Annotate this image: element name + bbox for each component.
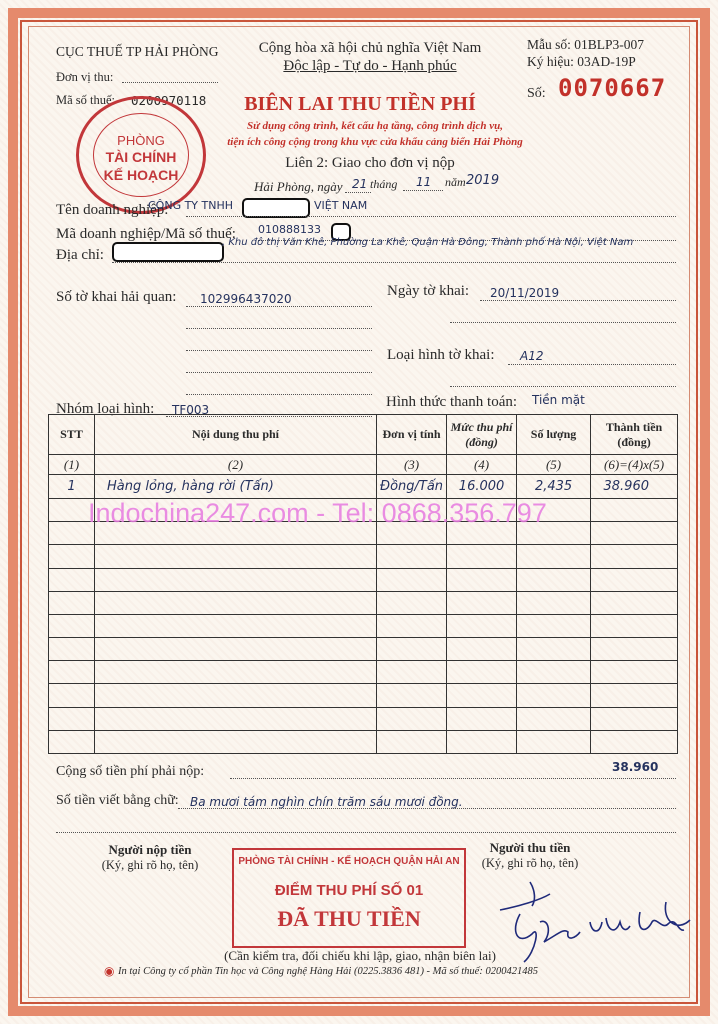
date-day: 21 bbox=[352, 177, 368, 191]
declaration-date-value: 20/11/2019 bbox=[490, 286, 560, 300]
date-year: 2019 bbox=[466, 173, 500, 188]
words-value: Ba mươi tám nghìn chín trăm sáu mươi đồng. bbox=[190, 795, 463, 809]
company-name-label: Tên doanh nghiệp: bbox=[56, 202, 169, 218]
decl-dots-1 bbox=[186, 306, 372, 307]
payer-sign-hint: (Ký, ghi rõ họ, tên) bbox=[101, 858, 199, 872]
title-sub-2: tiện ích công cộng trong khu vực cửa khẩu cảng biển Hải Phòng bbox=[227, 136, 523, 148]
date-place: Hải Phòng, ngày bbox=[254, 179, 343, 194]
row-quantity: 2,435 bbox=[517, 475, 591, 499]
tax-id-label: Mã doanh nghiệp/Mã số thuế: bbox=[56, 226, 236, 242]
group-type-value: TF003 bbox=[172, 403, 210, 417]
empty-row bbox=[49, 684, 678, 707]
address-dots bbox=[112, 262, 676, 263]
index-cell: (6)=(4)x(5) bbox=[591, 455, 678, 475]
table-index-row bbox=[49, 455, 678, 475]
words-label: Số tiền viết bằng chữ: bbox=[56, 793, 179, 808]
date-dots-2 bbox=[450, 322, 676, 323]
empty-row bbox=[49, 614, 678, 637]
form-symbol: Ký hiệu: 03AD-19P bbox=[527, 54, 636, 69]
date-month: 11 bbox=[416, 175, 432, 189]
watermark-text: Indochina247.com - Tel: 0868.356.797 bbox=[88, 498, 547, 528]
date-dots-1 bbox=[480, 300, 676, 301]
type-dots-2 bbox=[450, 386, 676, 387]
stamp-line-2: TÀI CHÍNH bbox=[105, 149, 177, 165]
index-cell: (3) bbox=[377, 455, 447, 475]
receipt-number: 0070667 bbox=[558, 74, 667, 102]
address-value: , Khu đô thị Văn Khê, Phường La Khê, Quận Hà Đông, Thành phố Hà Nội, Việt Nam bbox=[222, 237, 634, 248]
decl-dots-3 bbox=[186, 350, 372, 351]
group-type-label: Nhóm loại hình: bbox=[56, 401, 155, 417]
redaction-address bbox=[112, 242, 224, 262]
row-rate: 16.000 bbox=[447, 475, 517, 499]
footer-note: (Cần kiểm tra, đối chiếu khi lập, giao, nhận biên lai) bbox=[224, 948, 496, 963]
row-stt: 1 bbox=[49, 475, 95, 499]
header-stt: STT bbox=[49, 415, 95, 455]
printer-info: In tại Công ty cổ phần Tin học và Công nghệ Hàng Hải (0225.3836 481) - Mã số thuế: 0200421485 bbox=[118, 966, 538, 977]
tax-id-value: 010888133 bbox=[258, 223, 321, 236]
header-amount: Thành tiền (đồng) bbox=[591, 415, 678, 455]
receipt-title: BIÊN LAI THU TIỀN PHÍ bbox=[244, 93, 476, 115]
payment-method-value: Tiền mặt bbox=[532, 393, 585, 407]
declaration-type-value: A12 bbox=[520, 349, 544, 363]
index-cell: (2) bbox=[95, 455, 377, 475]
empty-row bbox=[49, 568, 678, 591]
header-quantity: Số lượng bbox=[517, 415, 591, 455]
redaction-company bbox=[242, 198, 310, 218]
tax-code-label: Mã số thuế: bbox=[56, 93, 116, 107]
empty-row bbox=[49, 545, 678, 568]
stamp-line-3: KẾ HOẠCH bbox=[103, 167, 179, 183]
paid-stamp-line-1: PHÒNG TÀI CHÍNH - KẾ HOẠCH QUẬN HẢI AN bbox=[238, 856, 460, 867]
name-dots bbox=[186, 216, 676, 217]
year-label: năm bbox=[445, 175, 466, 189]
payer-sign-title: Người nộp tiền bbox=[108, 842, 192, 857]
words-dots-2 bbox=[56, 832, 676, 833]
table-row bbox=[49, 475, 678, 499]
index-cell: (4) bbox=[447, 455, 517, 475]
declaration-type-label: Loại hình tờ khai: bbox=[387, 347, 495, 363]
paid-stamp-line-3: ĐÃ THU TIỀN bbox=[277, 906, 421, 931]
agency-name: CỤC THUẾ TP HẢI PHÒNG bbox=[56, 44, 219, 59]
address-label: Địa chỉ: bbox=[56, 247, 104, 263]
decl-dots-5 bbox=[186, 394, 372, 395]
unit-dots bbox=[122, 82, 218, 83]
row-content: Hàng lỏng, hàng rời (Tấn) bbox=[95, 475, 377, 499]
payment-method-label: Hình thức thanh toán: bbox=[386, 394, 518, 410]
company-name-prefix: CÔNG TY TNHH bbox=[148, 199, 234, 212]
day-dots bbox=[345, 192, 371, 193]
empty-row bbox=[49, 638, 678, 661]
empty-row bbox=[49, 707, 678, 730]
empty-row bbox=[49, 661, 678, 684]
fee-table bbox=[48, 414, 678, 754]
declaration-value: 102996437020 bbox=[200, 292, 292, 306]
total-dots bbox=[230, 778, 676, 779]
printer-logo-icon: ◉ bbox=[104, 964, 115, 978]
declaration-label: Số tờ khai hải quan: bbox=[56, 289, 177, 305]
tax-code-value: 0200970118 bbox=[131, 93, 207, 108]
month-dots bbox=[403, 190, 443, 191]
total-label: Cộng số tiền phí phải nộp: bbox=[56, 764, 205, 779]
stamp-line-1: PHÒNG bbox=[117, 133, 165, 148]
empty-row bbox=[49, 591, 678, 614]
country-name: Cộng hòa xã hội chủ nghĩa Việt Nam bbox=[258, 40, 482, 56]
unit-label: Đơn vị thu: bbox=[56, 70, 114, 84]
row-unit: Đồng/Tấn bbox=[377, 475, 447, 499]
header-rate: Mức thu phí (đồng) bbox=[447, 415, 517, 455]
company-name-suffix: VIỆT NAM bbox=[314, 199, 368, 212]
type-dots-1 bbox=[508, 364, 676, 365]
paid-stamp-line-2: ĐIỂM THU PHÍ SỐ 01 bbox=[274, 882, 424, 899]
words-dots-1 bbox=[178, 808, 676, 809]
index-cell: (1) bbox=[49, 455, 95, 475]
collector-sign-title: Người thu tiền bbox=[489, 840, 571, 855]
header-unit: Đơn vị tính bbox=[377, 415, 447, 455]
row-amount: 38.960 bbox=[591, 475, 678, 499]
title-sub-1: Sử dụng công trình, kết cấu hạ tầng, công trình dịch vụ, bbox=[247, 120, 503, 132]
total-value: 38.960 bbox=[612, 760, 659, 774]
table-header-row bbox=[49, 415, 678, 455]
number-label: Số: bbox=[527, 86, 546, 101]
empty-row bbox=[49, 730, 678, 753]
declaration-date-label: Ngày tờ khai: bbox=[387, 283, 470, 299]
paid-stamp bbox=[232, 848, 466, 948]
header-content: Nội dung thu phí bbox=[95, 415, 377, 455]
index-cell: (5) bbox=[517, 455, 591, 475]
copy-note: Liên 2: Giao cho đơn vị nộp bbox=[285, 155, 455, 171]
collector-sign-hint: (Ký, ghi rõ họ, tên) bbox=[481, 856, 579, 870]
decl-dots-4 bbox=[186, 372, 372, 373]
form-number: Mẫu số: 01BLP3-007 bbox=[527, 37, 645, 52]
round-stamp bbox=[76, 96, 206, 214]
decl-dots-2 bbox=[186, 328, 372, 329]
month-label: tháng bbox=[370, 177, 398, 191]
motto: Độc lập - Tự do - Hạnh phúc bbox=[283, 58, 457, 74]
